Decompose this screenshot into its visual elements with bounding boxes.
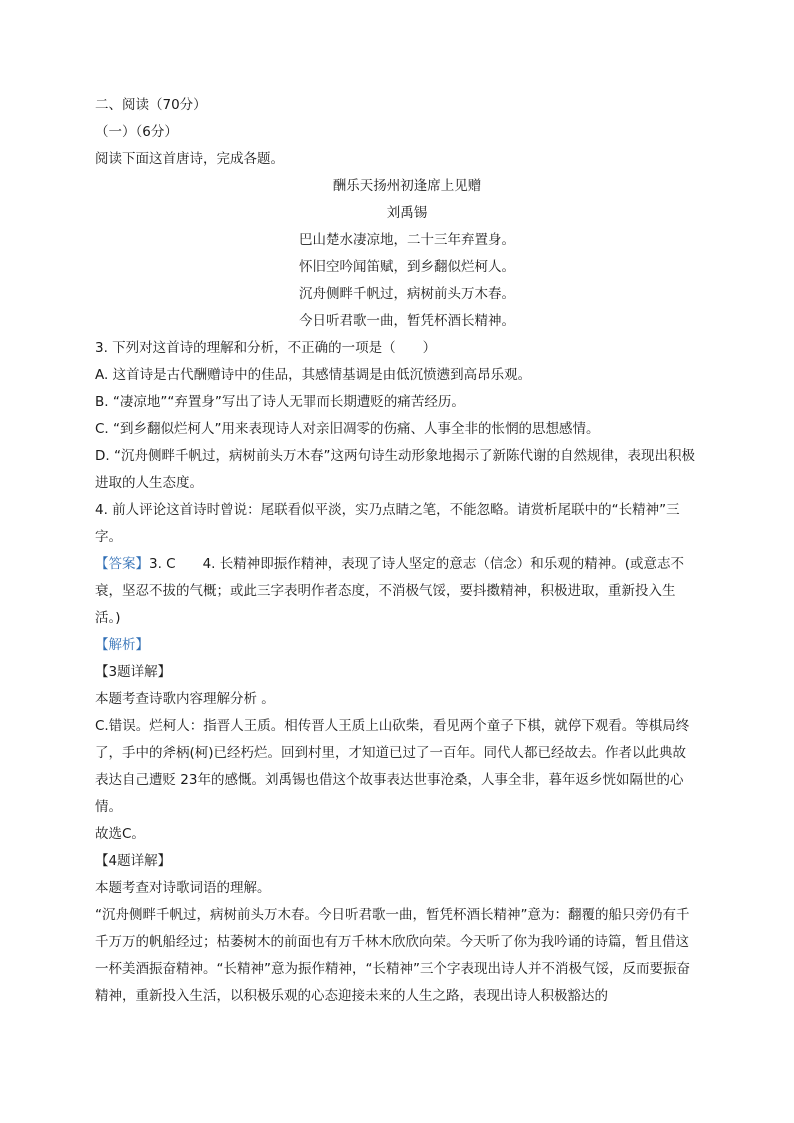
question-3-option-a: A. 这首诗是古代酬赠诗中的佳品，其感情基调是由低沉愤懑到高昂乐观。 xyxy=(95,367,532,383)
poem-line: 沉舟侧畔千帆过，病树前头万木春。 xyxy=(299,286,515,302)
question-3-option-d: D. “沉舟侧畔千帆过，病树前头万木春”这两句诗生动形象地揭示了新陈代谢的自然规律，表现出积极进取的人生态度。 xyxy=(95,448,695,491)
analysis-tag: 【解析】 xyxy=(95,637,149,653)
poem-title: 酬乐天扬州初逢席上见赠 xyxy=(332,178,482,194)
q3-detail-heading: 【3题详解】 xyxy=(95,664,172,680)
question-3-option-b: B. “凄凉地”“弃置身”写出了诗人无罪而长期遭贬的痛苦经历。 xyxy=(95,394,465,410)
subsection-heading: （一）（6分） xyxy=(95,124,178,140)
poem-line: 今日听君歌一曲，暂凭杯酒长精神。 xyxy=(299,313,515,329)
poem-line: 巴山楚水凄凉地，二十三年弃置身。 xyxy=(299,232,515,248)
q3-detail-body: C.错误。烂柯人：指晋人王质。相传晋人王质上山砍柴，看见两个童子下棋，就停下观看。等棋局终了，手中的斧柄(柯)已经朽烂。回到村里，才知道已过了一百年。同代人都已经故去。作者以此典故表达自己遭贬 23年的感慨。刘禹锡也借这个故事表达世事沧桑，人事全非，暮年返乡恍如隔世的心情。 xyxy=(95,718,690,815)
poem-author: 刘禹锡 xyxy=(386,205,428,221)
answer-text: 3. C 4. 长精神即振作精神，表现了诗人坚定的意志（信念）和乐观的精神。(或意志不衰，坚忍不拔的气概；或此三字表明作者态度，不消极气馁，要抖擞精神，积极进取，重新投入生活。) xyxy=(95,556,685,626)
answer-tag: 【答案】 xyxy=(95,556,149,572)
poem-line: 怀旧空吟闻笛赋，到乡翻似烂柯人。 xyxy=(299,259,515,275)
q3-detail-intro: 本题考查诗歌内容理解分析 。 xyxy=(95,691,275,707)
question-4-stem: 4. 前人评论这首诗时曾说：尾联看似平淡，实乃点睛之笔，不能忽略。请赏析尾联中的“长精神”三字。 xyxy=(95,502,680,545)
section-heading: 二、阅读（70分） xyxy=(95,97,207,113)
instruction-text: 阅读下面这首唐诗，完成各题。 xyxy=(95,151,284,167)
q3-choice: 故选C。 xyxy=(95,826,145,842)
q4-detail-body: “沉舟侧畔千帆过，病树前头万木春。今日听君歌一曲，暂凭杯酒长精神”意为：翻覆的船只旁仍有千千万万的帆船经过；枯萎树木的前面也有万千林木欣欣向荣。今天听了你为我吟诵的诗篇，暂且借这一杯美酒振奋精神。“长精神”意为振作精神，“长精神”三个字表现出诗人并不消极气馁，反而要振奋精神，重新投入生活，以积极乐观的心态迎接未来的人生之路，表现出诗人积极豁达的 xyxy=(95,907,690,1004)
question-3-option-c: C. “到乡翻似烂柯人”用来表现诗人对亲旧凋零的伤痛、人事全非的怅惘的思想感情。 xyxy=(95,421,600,437)
question-3-stem: 3. 下列对这首诗的理解和分析，不正确的一项是（ ） xyxy=(95,340,437,356)
q4-detail-heading: 【4题详解】 xyxy=(95,853,172,869)
answer-block xyxy=(95,551,699,632)
q4-detail-intro: 本题考查对诗歌词语的理解。 xyxy=(95,880,271,896)
document-page xyxy=(95,92,699,1010)
